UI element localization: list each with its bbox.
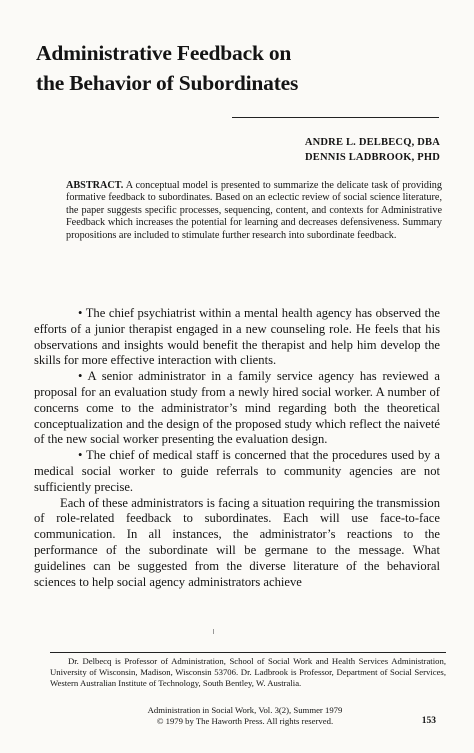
author-1: ANDRE L. DELBECQ, DBA (304, 137, 440, 148)
page-number: 153 (421, 716, 436, 726)
bullet-icon: • (78, 448, 83, 463)
title-line-2: the Behavior of Subordinates (36, 71, 299, 95)
bullet-paragraph-1 (34, 306, 440, 369)
bullet-paragraph-3 (34, 448, 440, 495)
article-body (34, 306, 440, 590)
bullet-paragraph-2 (34, 369, 440, 448)
bullet-text-1: The chief psychiatrist within a mental health agency has observed the efforts of a junior therapist engaged in a new counseling role. He feels that his observations and insights would benefit the therapist and help him develop the skills for more effective interaction with clients. (34, 306, 441, 368)
abstract (66, 180, 442, 242)
abstract-label: ABSTRACT. (66, 180, 124, 191)
title-line-1: Administrative Feedback on (36, 41, 292, 65)
journal-line-2: © 1979 by The Haworth Press. All rights reserved. (156, 716, 334, 727)
journal-line-1: Administration in Social Work, Vol. 3(2), Summer 1979 (147, 705, 343, 715)
bullet-text-2: A senior administrator in a family service agency has reviewed a proposal for an evaluation study from a newly hired social worker. A number of concerns come to the administrator’s mind regarding both the theoretical conceptualization and the design of the proposed study which reflect the naiveté of the new social worker presenting the evaluation design. (34, 369, 440, 447)
bullet-text-3: The chief of medical staff is concerned that the procedures used by a medical social worker to guide referrals to community agencies are not sufficiently precise. (34, 448, 441, 494)
bullet-icon: • (78, 306, 83, 320)
author-block (305, 135, 440, 165)
author-footnote: Dr. Delbecq is Professor of Administration, School of Social Work and Health Services Administration, University of Wisconsin, Madison, Wisconsin 53706. Dr. Ladbrook is Professor, Department of Social Services, Western Australian Institute of Technology, South Bentley, W. Australia. (50, 656, 446, 689)
abstract-text: A conceptual model is presented to summarize the delicate task of providing formative feedback to subordinates. Based on an eclectic review of social science literature, the paper suggests specific processes, sequencing, content, and contexts for Administrative Feedback which increases the potential for learning and decreases defensiveness. Summary propositions are included to stimulate further research into subordinate feedback. (66, 180, 442, 241)
article-title (36, 38, 456, 98)
title-divider (232, 117, 439, 118)
footnote-divider (50, 652, 446, 653)
bullet-icon: • (78, 369, 83, 384)
journal-citation (110, 705, 380, 727)
body-paragraph: Each of these administrators is facing a situation requiring the transmission of role-related feedback to subordinates. Each will use face-to-face communication. In all instances, the administrator’s reactions to the performance of the subordinate will be germane to the message. What guidelines can be suggested from the diverse literature of the behavioral sciences to help social agency administrators achieve (34, 495, 440, 589)
author-2: DENNIS LADBROOK, PHD (305, 152, 440, 163)
print-mark (213, 629, 214, 634)
